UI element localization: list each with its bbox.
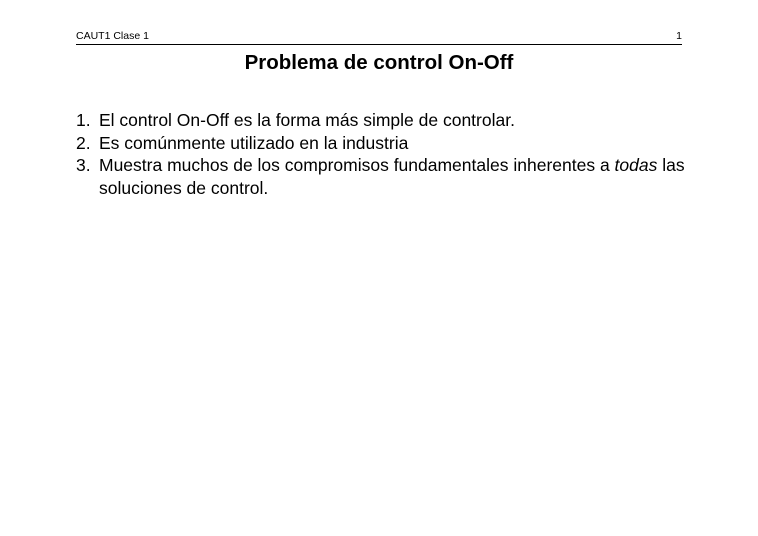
numbered-list bbox=[76, 109, 688, 199]
slide-header bbox=[76, 30, 682, 45]
list-item-text: El control On-Off es la forma más simple de controlar. bbox=[99, 110, 515, 130]
list-item-number: 3. bbox=[76, 155, 91, 175]
page-number: 1 bbox=[676, 30, 682, 42]
list-item bbox=[76, 109, 688, 132]
slide-title: Problema de control On-Off bbox=[244, 51, 514, 74]
course-label: CAUT1 Clase 1 bbox=[76, 30, 149, 42]
list-item-text-after: las soluciones de control. bbox=[99, 155, 685, 198]
list-item-number: 1. bbox=[76, 110, 91, 130]
list-item bbox=[76, 132, 688, 155]
emphasis-word: todas bbox=[614, 155, 658, 175]
list-item-text: Es comúnmente utilizado en la industria bbox=[99, 132, 409, 153]
list-item bbox=[76, 154, 688, 199]
list-item-text bbox=[99, 155, 685, 198]
list-item-number: 2. bbox=[76, 132, 91, 153]
list-item-text-before: Muestra muchos de los compromisos fundamentales inherentes a bbox=[99, 155, 615, 175]
